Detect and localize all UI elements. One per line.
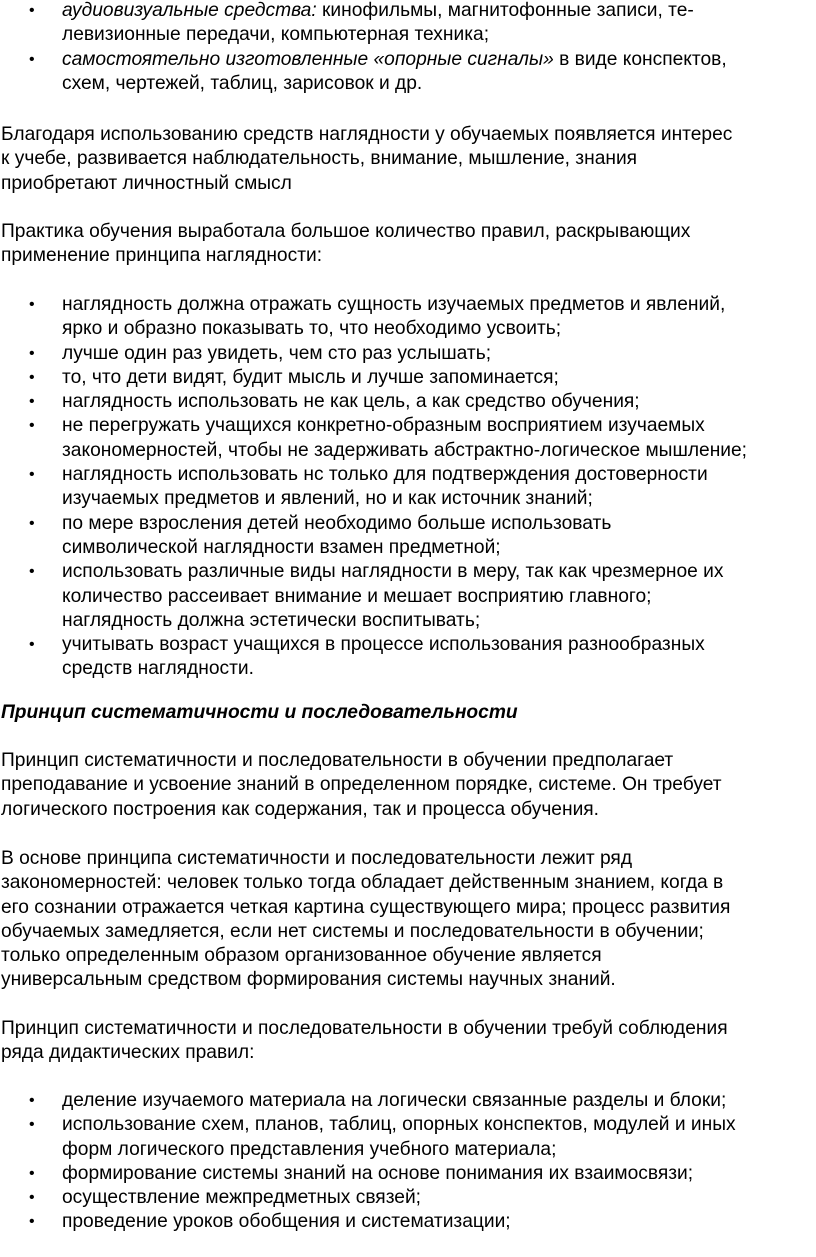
list-item <box>0 512 816 561</box>
list-item <box>0 560 816 633</box>
bullet-icon: • <box>29 1116 35 1134</box>
bullet-icon: • <box>29 344 35 362</box>
item-text: наглядность использовать не как цель, а как средство обучения; <box>62 391 640 413</box>
item-text: схем, чертежей, таблиц, зарисовок и др. <box>62 72 423 94</box>
item-lead: аудиовизуальные средства: <box>62 0 317 21</box>
bullet-icon: • <box>29 636 35 654</box>
item-text: закономерностей, чтобы не задерживать абстрактно-логическое мышление; <box>62 439 748 461</box>
bullet-icon: • <box>29 466 35 484</box>
text-line: к учебе, развивается наблюдательность, внимание, мышление, знания <box>1 148 638 170</box>
item-text: то, что дети видят, будит мысль и лучше запоминается; <box>62 366 559 388</box>
text-line: логического построения как содержания, так и процесса обучения. <box>1 798 600 820</box>
item-text: наглядность должна отражать сущность изучаемых предметов и явлений, <box>62 294 726 315</box>
list-item <box>0 633 816 682</box>
item-text: форм логического представления учебного материала; <box>62 1138 557 1160</box>
text-line: обучаемых замедляется, если нет системы и последовательности в обучении; <box>1 920 704 942</box>
item-text: ярко и образно показывать то, что необходимо усвоить; <box>62 318 562 340</box>
item-text: использование схем, планов, таблиц, опорных конспектов, модулей и иных <box>62 1114 736 1136</box>
list-item <box>0 463 816 512</box>
item-text: по мере взросления детей необходимо больше использовать <box>62 512 612 534</box>
text-line: закономерностей: человек только тогда обладает действенным знанием, когда в <box>1 872 724 894</box>
list-item <box>0 414 816 463</box>
bullet-icon: • <box>29 368 35 386</box>
item-lead: самостоятельно изготовленные «опорные сигналы» <box>62 48 554 70</box>
paragraph-basis <box>0 847 816 993</box>
item-text: деление изучаемого материала на логически связанные разделы и блоки; <box>62 1090 727 1111</box>
bullet-icon: • <box>29 2 35 19</box>
item-text: наглядность должна эстетически воспитывать; <box>62 609 481 631</box>
text-line: универсальным средством формирования системы научных знаний. <box>1 969 616 991</box>
systematic-rules-list <box>0 1089 816 1235</box>
visualization-rules-list <box>0 293 816 682</box>
paragraph-practice <box>0 220 816 269</box>
text-line: применение принципа наглядности: <box>1 245 323 267</box>
text-line: Принцип систематичности и последовательности в обучении предполагает <box>1 750 674 771</box>
bullet-icon: • <box>29 393 35 411</box>
media-list <box>0 0 816 96</box>
bullet-icon: • <box>29 50 35 68</box>
item-text: средств наглядности. <box>62 658 254 680</box>
list-item <box>0 390 816 414</box>
bullet-icon: • <box>29 417 35 435</box>
text-line: ряда дидактических правил: <box>1 1042 255 1064</box>
item-text: учитывать возраст учащихся в процессе использования разнообразных <box>62 634 705 656</box>
item-text: лучше один раз увидеть, чем сто раз услышать; <box>62 342 492 364</box>
item-text: изучаемых предметов и явлений, но и как источник знаний; <box>62 488 593 510</box>
text-line: Благодаря использованию средств наглядности у обучаемых появляется интерес <box>1 124 733 145</box>
item-text: количество рассеивает внимание и мешает восприятию главного; <box>62 585 652 607</box>
list-item <box>0 1089 816 1113</box>
list-item <box>0 1186 816 1210</box>
bullet-icon: • <box>29 1092 35 1109</box>
text-line: приобретают личностный смысл <box>1 172 292 194</box>
item-text: использовать различные виды наглядности в меру, так как чрезмерное их <box>62 561 724 583</box>
item-text: проведение уроков обобщения и систематизации; <box>62 1211 511 1233</box>
list-item <box>0 1113 816 1162</box>
paragraph-definition <box>0 749 816 822</box>
list-item <box>0 1162 816 1186</box>
bullet-icon: • <box>29 514 35 532</box>
list-item <box>0 342 816 366</box>
list-item <box>0 366 816 390</box>
section-heading: Принцип систематичности и последовательности <box>1 702 518 723</box>
list-item <box>0 48 816 97</box>
text-line: преподавание и усвоение знаний в определенном порядке, системе. Он требует <box>1 774 722 796</box>
item-text: левизионные передачи, компьютерная техника; <box>62 24 490 46</box>
text-line: его сознании отражается четкая картина существующего мира; процесс развития <box>1 896 731 918</box>
list-item <box>0 1210 816 1234</box>
item-text: кинофильмы, магнитофонные записи, те- <box>322 0 694 21</box>
paragraph-rules-intro <box>0 1017 816 1066</box>
item-text: осуществление межпредметных связей; <box>62 1187 421 1209</box>
paragraph-benefits <box>0 123 816 196</box>
bullet-icon: • <box>29 1164 35 1182</box>
bullet-icon: • <box>29 563 35 581</box>
bullet-icon: • <box>29 1189 35 1207</box>
item-text: символической наглядности взамен предметной; <box>62 536 501 558</box>
item-text: наглядность использовать нс только для подтверждения достоверности <box>62 464 708 486</box>
list-item <box>0 0 816 48</box>
text-line: только определенным образом организованное обучение является <box>1 945 602 967</box>
list-item <box>0 293 816 342</box>
text-line: Принцип систематичности и последовательности в обучении требуй соблюдения <box>1 1018 728 1039</box>
item-text: формирование системы знаний на основе понимания их взаимосвязи; <box>62 1162 694 1184</box>
text-line: Практика обучения выработала большое количество правил, раскрывающих <box>1 221 691 242</box>
text-line: В основе принципа систематичности и последовательности лежит ряд <box>1 848 633 869</box>
item-text: не перегружать учащихся конкретно-образным восприятием изучаемых <box>62 415 705 437</box>
bullet-icon: • <box>29 296 35 313</box>
item-text: в виде конспектов, <box>553 48 727 70</box>
bullet-icon: • <box>29 1213 35 1231</box>
